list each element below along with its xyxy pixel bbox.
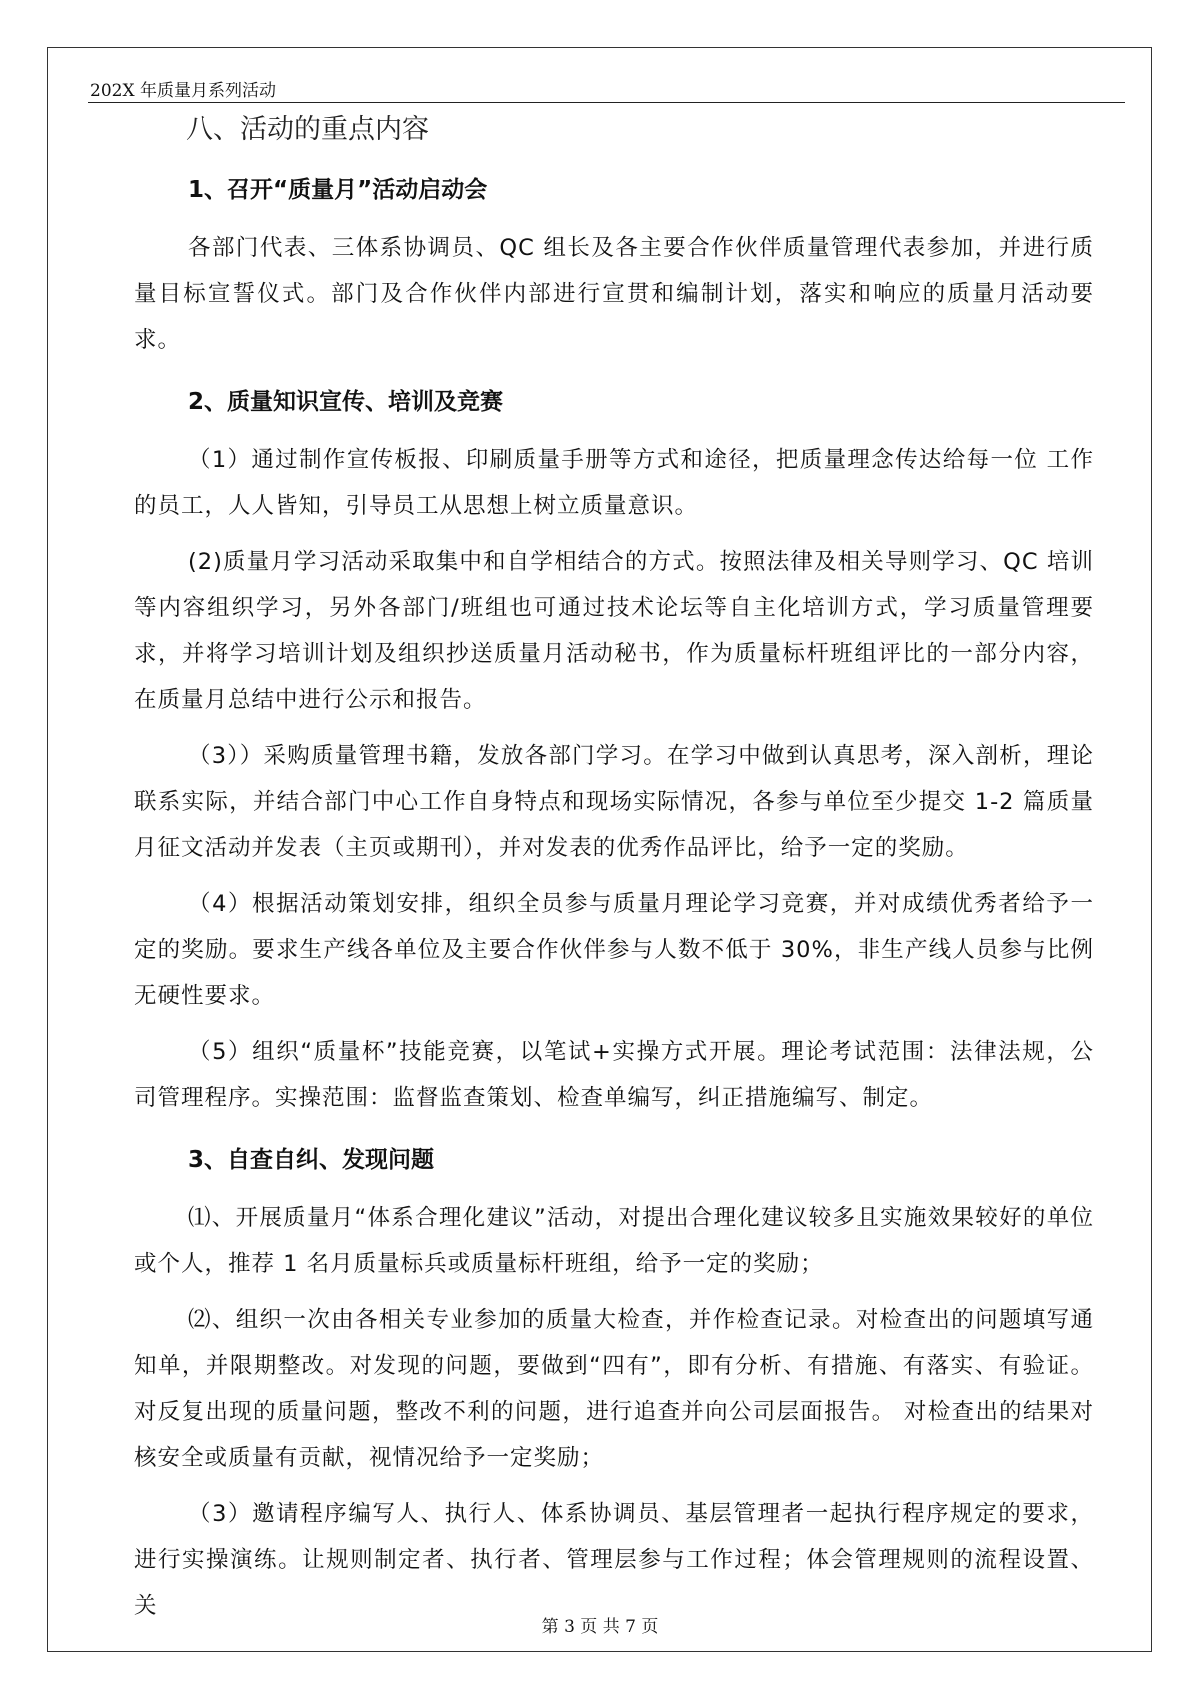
paragraph: （4）根据活动策划安排，组织全员参与质量月理论学习竞赛，并对成绩优秀者给予一定的奖励。要求生产线各单位及主要合作伙伴参与人数不低于 30%，非生产线人员参与比例无硬性要求。	[134, 891, 1094, 1009]
paragraph: ⑴、开展质量月“体系合理化建议”活动，对提出合理化建议较多且实施效果较好的单位或个人，推荐 1 名月质量标兵或质量标杆班组，给予一定的奖励；	[134, 1205, 1094, 1277]
paragraph: （1）通过制作宣传板报、印刷质量手册等方式和途径，把质量理念传达给每一位 工作的员工，人人皆知，引导员工从思想上树立质量意识。	[134, 447, 1094, 519]
paragraph: 各部门代表、三体系协调员、QC 组长及各主要合作伙伴质量管理代表参加，并进行质量目标宣誓仪式。部门及合作伙伴内部进行宣贯和编制计划，落实和响应的质量月活动要求。	[134, 235, 1094, 353]
paragraph: （3）邀请程序编写人、执行人、体系协调员、基层管理者一起执行程序规定的要求，进行实操演练。让规则制定者、执行者、管理层参与工作过程；体会管理规则的流程设置、关	[134, 1501, 1094, 1619]
paragraph: （3））采购质量管理书籍，发放各部门学习。在学习中做到认真思考，深入剖析，理论联系实际，并结合部门中心工作自身特点和现场实际情况，各参与单位至少提交 1-2 篇质量月征文活动并发表（主页或期刊），并对发表的优秀作品评比，给予一定的奖励。	[134, 743, 1094, 861]
running-header: 202X 年质量月系列活动	[90, 81, 276, 101]
paragraph: ⑵、组织一次由各相关专业参加的质量大检查，并作检查记录。对检查出的问题填写通知单，并限期整改。对发现的问题，要做到“四有”，即有分析、有措施、有落实、有验证。对反复出现的质量问题，整改不利的问题，进行追查并向公司层面报告。 对检查出的结果对核安全或质量有贡献，视情况给予一定奖励；	[134, 1307, 1094, 1471]
item-heading: 1、召开“质量月”活动启动会	[188, 177, 488, 203]
document-body	[134, 105, 1094, 1629]
paragraph: (2)质量月学习活动采取集中和自学相结合的方式。按照法律及相关导则学习、QC 培训等内容组织学习，另外各部门/班组也可通过技术论坛等自主化培训方式，学习质量管理要求，并将学习培训计划及组织抄送质量月活动秘书，作为质量标杆班组评比的一部分内容，在质量月总结中进行公示和报告。	[134, 549, 1094, 713]
section-title: 八、活动的重点内容	[186, 114, 429, 145]
item-heading: 2、质量知识宣传、培训及竞赛	[188, 389, 504, 415]
page-footer: 第 3 页 共 7 页	[541, 1617, 659, 1637]
item-heading: 3、自查自纠、发现问题	[188, 1147, 435, 1173]
header-rule	[88, 102, 1125, 103]
paragraph: （5）组织“质量杯”技能竞赛，以笔试+实操方式开展。理论考试范围：法律法规，公司管理程序。实操范围：监督监查策划、检查单编写，纠正措施编写、制定。	[134, 1039, 1094, 1111]
